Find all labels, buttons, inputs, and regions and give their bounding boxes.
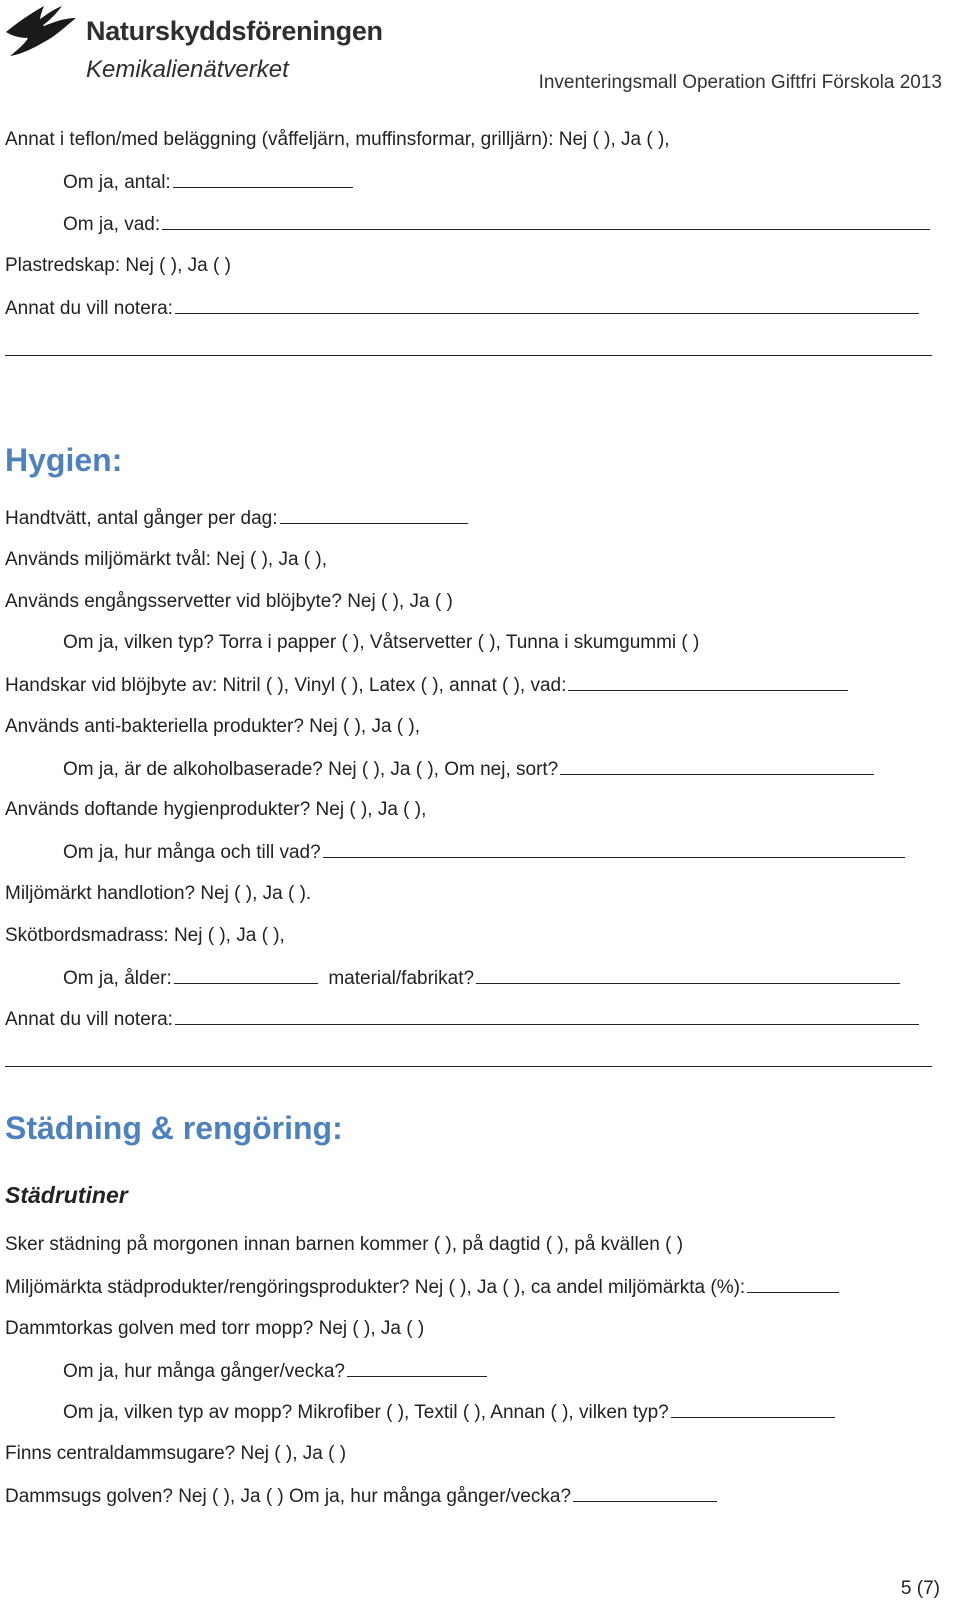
plastredskap-text: Plastredskap: Nej ( ), Ja ( ) [5,255,231,276]
teflon-text: Annat i teflon/med beläggning (våffeljärn, muffinsformar, grilljärn): Nej ( ), Ja ( ), [5,129,670,150]
teflon-question [5,128,670,152]
alkohol-field[interactable] [560,757,874,775]
stadning-tid [5,1233,683,1257]
tval-text: Används miljömärkt tvål: Nej ( ), Ja ( ), [5,549,328,570]
plastredskap-question [5,254,231,278]
heading-stadning: Städning & rengöring: [5,1110,343,1146]
annat-notera-1 [5,296,919,321]
dammsugs-text: Dammsugs golven? Nej ( ), Ja ( ) Om ja, hur många gånger/vecka? [5,1486,572,1507]
bird-logo-icon [4,2,78,58]
alder-label: Om ja, ålder: [63,968,172,989]
handtvatt-field[interactable] [280,506,468,524]
handskar-question [5,673,848,698]
doftande-text: Används doftande hygienprodukter? Nej ( ), Ja ( ), [5,799,427,820]
mopp-typ-text: Om ja, vilken typ av mopp? Mikrofiber ( ), Textil ( ), Annan ( ), vilken typ? [63,1402,669,1423]
teflon-antal [63,170,353,195]
servetter-text: Används engångsservetter vid blöjbyte? Nej ( ), Ja ( ) [5,591,453,612]
alkohol-text: Om ja, är de alkoholbaserade? Nej ( ), Ja ( ), Om nej, sort? [63,759,559,780]
mopp-typ [63,1400,835,1425]
stadning-tid-text: Sker städning på morgonen innan barnen kommer ( ), på dagtid ( ), på kvällen ( ) [5,1234,684,1255]
miljomarkta-text: Miljömärkta städprodukter/rengöringsprodukter? Nej ( ), Ja ( ), ca andel miljömärkta (%): [5,1277,746,1298]
madrass-text: Skötbordsmadrass: Nej ( ), Ja ( ), [5,925,285,946]
antibakteriella-text: Används anti-bakteriella produkter? Nej ( ), Ja ( ), [5,716,421,737]
material-label: material/fabrikat? [328,968,475,989]
page-number: 5 (7) [900,1578,940,1599]
handlotion-text: Miljömärkt handlotion? Nej ( ), Ja ( ). [5,883,312,904]
page-header [0,0,960,110]
vad-label: Om ja, vad: [63,214,161,235]
dammtorkas-text: Dammtorkas golven med torr mopp? Nej ( ), Ja ( ) [5,1318,425,1339]
annat-field-1[interactable] [175,296,919,314]
servetter-question [5,590,453,614]
antal-label: Om ja, antal: [63,172,171,193]
annat-label-1: Annat du vill notera: [5,298,173,319]
andel-field[interactable] [747,1275,839,1293]
handtvatt-question [5,506,468,531]
network-name: Kemikalienätverket [86,56,289,83]
mopp-ganger-label: Om ja, hur många gånger/vecka? [63,1361,345,1382]
document-title: Inventeringsmall Operation Giftfri Förskola 2013 [538,72,942,93]
subheading-stadrutiner: Städrutiner [5,1182,128,1208]
doftande-vad-label: Om ja, hur många och till vad? [63,842,321,863]
doftande-vad [63,840,905,865]
tval-question [5,548,327,572]
centraldammsugare-text: Finns centraldammsugare? Nej ( ), Ja ( ) [5,1443,347,1464]
centraldammsugare-question [5,1442,346,1466]
logo [4,0,384,90]
miljomarkta-produkter [5,1275,839,1300]
org-name: Naturskyddsföreningen [86,16,383,46]
vad-field[interactable] [162,212,930,230]
alkohol-question [63,757,874,782]
madrass-question [5,924,285,948]
notes-line-2[interactable] [5,1066,932,1067]
annat-label-2: Annat du vill notera: [5,1009,173,1030]
servetter-typ [63,631,699,655]
handlotion-question [5,882,311,906]
handskar-field[interactable] [568,673,848,691]
doftande-question [5,798,426,822]
notes-line-1[interactable] [5,355,932,356]
heading-hygien: Hygien: [5,442,123,478]
dammsugs-question [5,1484,717,1509]
antibakteriella-question [5,715,420,739]
dammsugs-field[interactable] [573,1484,717,1502]
dammtorkas-question [5,1317,424,1341]
doftande-field[interactable] [323,840,905,858]
antal-field[interactable] [173,170,353,188]
annat-notera-2 [5,1007,919,1032]
alder-field[interactable] [174,966,318,984]
mopp-typ-field[interactable] [671,1400,835,1418]
annat-field-2[interactable] [175,1007,919,1025]
handtvatt-label: Handtvätt, antal gånger per dag: [5,508,278,529]
madrass-alder [63,966,900,991]
teflon-vad [63,212,930,237]
mopp-ganger-field[interactable] [347,1359,487,1377]
handskar-text: Handskar vid blöjbyte av: Nitril ( ), Vinyl ( ), Latex ( ), annat ( ), vad: [5,675,567,696]
mopp-ganger [63,1359,487,1384]
servetter-typ-text: Om ja, vilken typ? Torra i papper ( ), Våtservetter ( ), Tunna i skumgummi ( ) [63,632,700,653]
material-field[interactable] [476,966,900,984]
